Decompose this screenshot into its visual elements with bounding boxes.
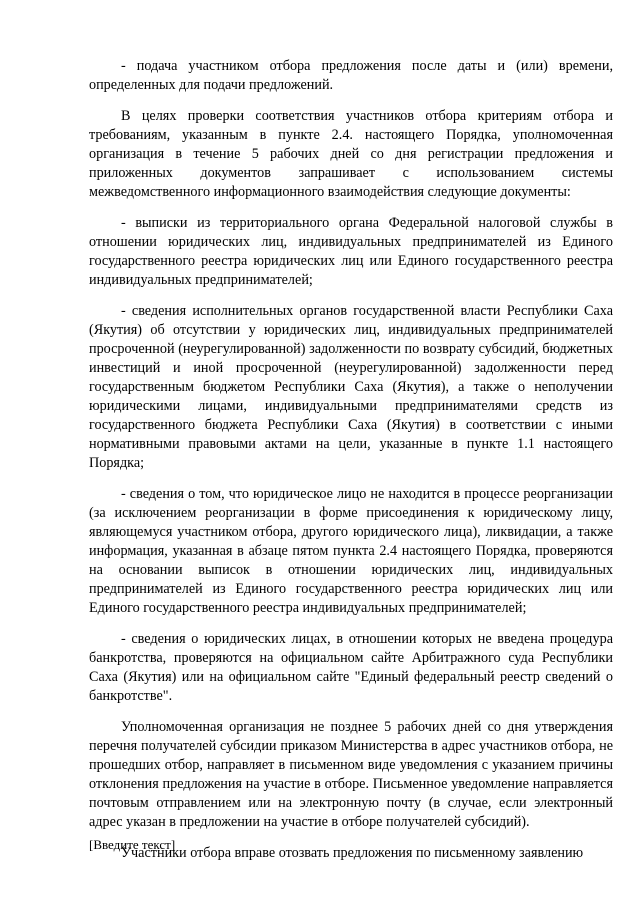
paragraph: - выписки из территориального органа Федеральной налоговой службы в отношении юридических лиц, индивидуальных предпринимателей из Единого государственного реестра юридических лиц или Единого государственного реестра индивидуальных предпринимателей; bbox=[89, 215, 613, 288]
paragraph: Уполномоченная организация не позднее 5 рабочих дней со дня утверждения перечня получателей субсидии приказом Министерства в адрес участников отбора, не прошедших отбор, направляет в письменном виде уведомления с указанием причины отклонения предложения на участие в отборе. Письменное уведомление направляется почтовым отправлением или на электронную почту (в случае, если электронный адрес указан в предложении на участие в отборе получателей субсидий). bbox=[89, 719, 613, 830]
paragraph: - сведения о том, что юридическое лицо не находится в процессе реорганизации (за исключением реорганизации в форме присоединения к юридическому лицу, являющемуся участником отбора, другого юридического лица), ликвидации, а также информация, указанная в абзаце пятом пункта 2.4 настоящего Порядка, проверяются на основании выписок в отношении юридических лиц, индивидуальных предпринимателей из Единого государственного реестра юридических лиц или Единого государственного реестра индивидуальных предпринимателей; bbox=[89, 486, 613, 616]
paragraph: - сведения исполнительных органов государственной власти Республики Саха (Якутия) об отсутствии у юридических лиц, индивидуальных предпринимателей просроченной (неурегулированной) задолженности по возврату субсидий, бюджетных инвестиций и иной просроченной (неурегулированной) задолженности перед государственным бюджетом Республики Саха (Якутия), а также о неполучении юридическими лицами, индивидуальными предпринимателями средств из государственного бюджета Республики Саха (Якутия) в соответствии с иными нормативными правовыми актами на цели, указанные в пункте 1.1 настоящего Порядка; bbox=[89, 303, 613, 471]
paragraph: - сведения о юридических лицах, в отношении которых не введена процедура банкротства, проверяются на официальном сайте Арбитражного суда Республики Саха (Якутия) или на официальном сайте "Единый федеральный реестр сведений о банкротстве". bbox=[89, 631, 613, 704]
paragraph: В целях проверки соответствия участников отбора критериям отбора и требованиям, указанным в пункте 2.4. настоящего Порядка, уполномоченная организация в течение 5 рабочих дней со дня регистрации предложения и приложенных документов запрашивает с использованием системы межведомственного информационного взаимодействия следующие документы: bbox=[89, 108, 613, 200]
paragraph: Участники отбора вправе отозвать предложения по письменному заявлению bbox=[121, 845, 584, 861]
footer-placeholder-text[interactable]: [Введите текст] bbox=[89, 837, 176, 852]
paragraph: - подача участником отбора предложения после даты и (или) времени, определенных для подачи предложений. bbox=[89, 58, 613, 93]
document-body bbox=[89, 57, 613, 875]
